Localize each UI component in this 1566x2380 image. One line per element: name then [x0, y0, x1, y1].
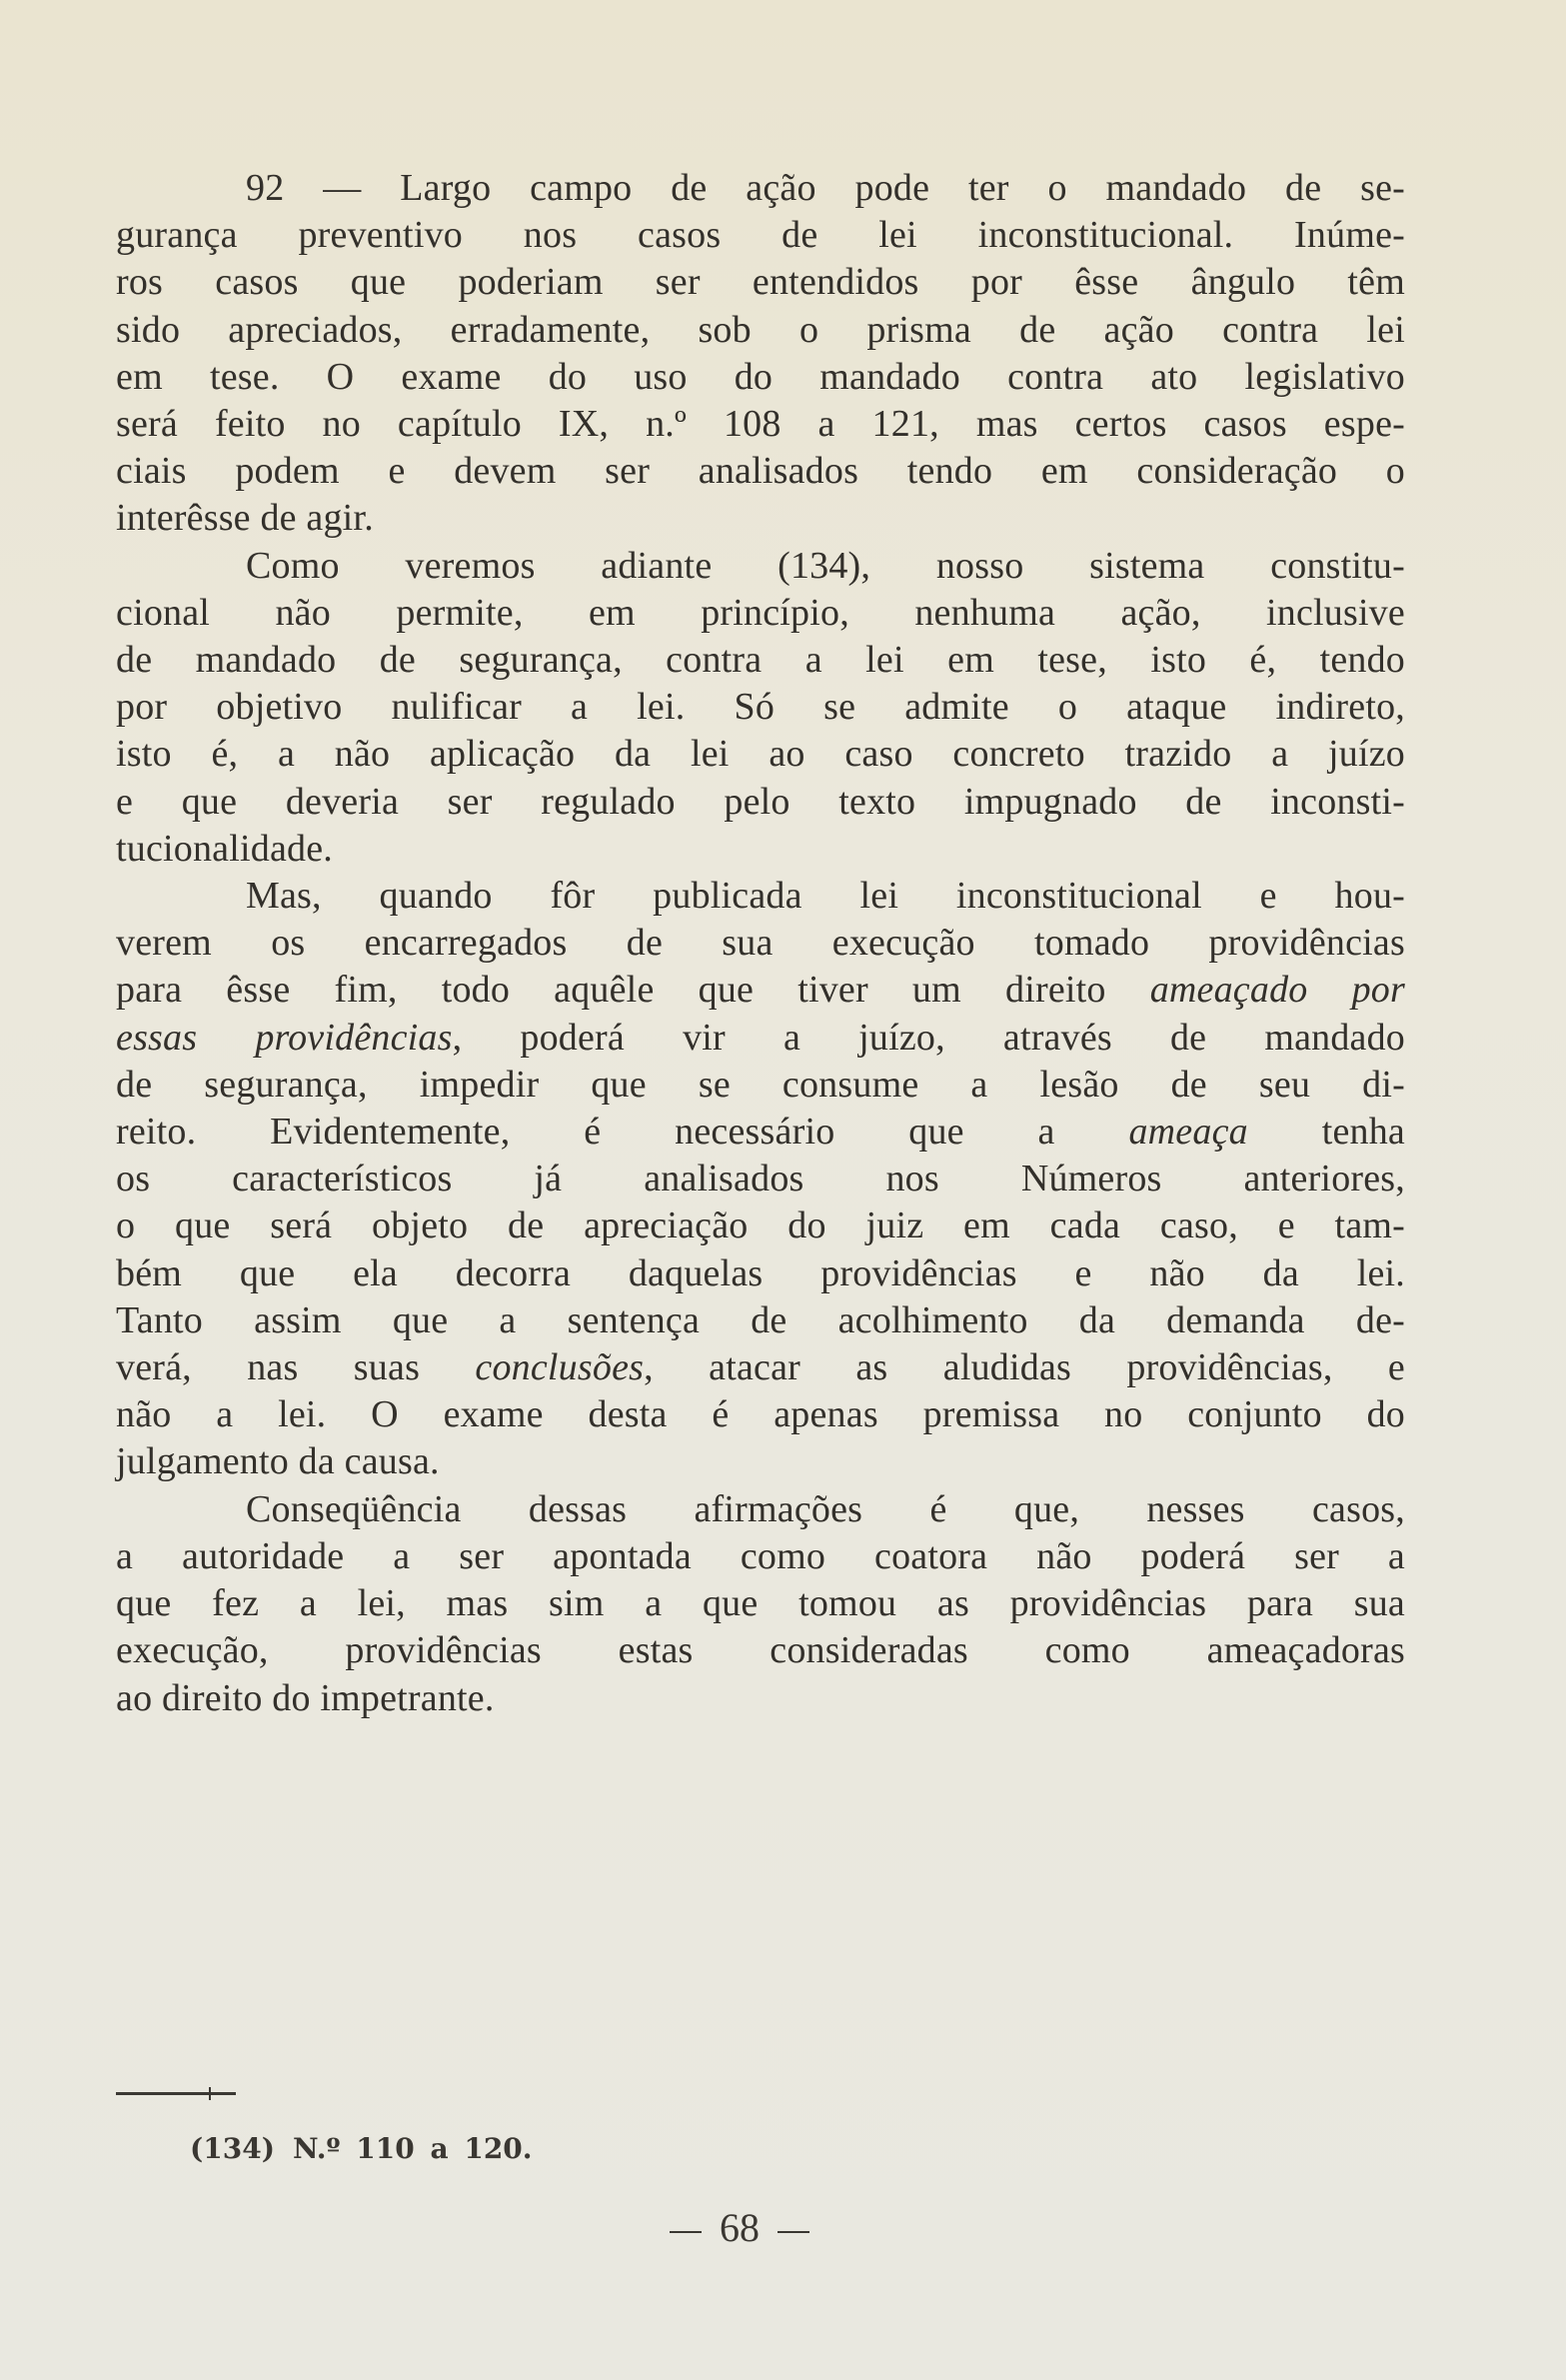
text-line: [116, 1391, 1405, 1438]
text-line: execução, providências estas consideradas como ameaçadoras: [116, 1629, 1405, 1672]
text-line: Como veremos adiante (134), nosso sistema constitu-: [246, 544, 1405, 587]
paragraph-4: [116, 1486, 1405, 1722]
text-run: para êsse fim, todo aquêle que tiver um direito: [116, 969, 1150, 1012]
text-run: verá, nas suas: [116, 1346, 476, 1389]
dash-right: [778, 2231, 809, 2233]
text-run: reito. Evidentemente, é necessário que a: [116, 1111, 1129, 1154]
italic-text: ameaçado por: [1149, 969, 1405, 1012]
text-line: [116, 1062, 1405, 1109]
text-line: cional não permite, em princípio, nenhuma ação, inclusive: [116, 591, 1405, 634]
text-line: 92 — Largo campo de ação pode ter o mandado de se-: [246, 167, 1405, 209]
text-run: bém que ela decorra daquelas providências e não da lei.: [116, 1251, 1405, 1294]
text-line: e que deveria ser regulado pelo texto impugnado de inconsti-: [116, 780, 1405, 823]
text-line: isto é, a não aplicação da lei ao caso concreto trazido a juízo: [116, 733, 1405, 776]
page-number: [470, 2204, 827, 2251]
text-line: ao direito do impetrante.: [116, 1676, 495, 1719]
text-line: Conseqüência dessas afirmações é que, nesses casos,: [246, 1487, 1405, 1530]
paragraph-2: [116, 543, 1405, 873]
text-line: [116, 967, 1405, 1014]
text-line: interêsse de agir.: [116, 497, 374, 540]
footnote-separator: [116, 2092, 236, 2095]
text-run: julgamento da causa.: [116, 1440, 440, 1483]
text-line: a autoridade a ser apontada como coatora não poderá ser a: [116, 1534, 1405, 1577]
text-line: ros casos que poderiam ser entendidos por êsse ângulo têm: [116, 261, 1405, 304]
text-line: [116, 920, 1405, 967]
text-line: ciais podem e devem ser analisados tendo em consideração o: [116, 450, 1405, 493]
text-line: [116, 873, 1405, 920]
text-run: os característicos já analisados nos Números anteriores,: [116, 1158, 1405, 1200]
italic-text: essas providências: [116, 1016, 453, 1059]
text-line: por objetivo nulificar a lei. Só se admite o ataque indireto,: [116, 686, 1405, 729]
paragraph-92: [116, 165, 1405, 543]
text-line: em tese. O exame do uso do mandado contra ato legislativo: [116, 355, 1405, 398]
text-line: [116, 1344, 1405, 1391]
text-line: de mandado de segurança, contra a lei em tese, isto é, tendo: [116, 639, 1405, 682]
text-line: [116, 1156, 1405, 1202]
text-line: que fez a lei, mas sim a que tomou as providências para sua: [116, 1582, 1405, 1625]
text-run: Tanto assim que a sentença de acolhimento da demanda de-: [116, 1298, 1405, 1341]
text-line: [116, 1015, 1405, 1062]
text-line: [116, 1438, 1405, 1485]
italic-text: ameaça: [1128, 1111, 1248, 1154]
text-run: de segurança, impedir que se consume a lesão de seu di-: [116, 1063, 1405, 1106]
italic-text: conclusões: [475, 1346, 645, 1389]
text-run: verem os encarregados de sua execução tomado providências: [116, 922, 1405, 965]
text-line: será feito no capítulo IX, n.º 108 a 121, mas certos casos espe-: [116, 403, 1405, 446]
text-line: [116, 1202, 1405, 1249]
text-line: sido apreciados, erradamente, sob o prisma de ação contra lei: [116, 308, 1405, 351]
text-line: [116, 1297, 1405, 1344]
text-run: , atacar as aludidas providências, e: [644, 1346, 1405, 1389]
paragraph-3: [116, 873, 1405, 1486]
text-line: [116, 1250, 1405, 1297]
text-run: não a lei. O exame desta é apenas premissa no conjunto do: [116, 1393, 1405, 1436]
footnote: [190, 2132, 533, 2165]
footnote-text: N.º 110 a 120.: [292, 2132, 533, 2165]
text-run: , poderá vir a juízo, através de mandado: [452, 1016, 1406, 1059]
footnote-marker: (134): [190, 2132, 275, 2165]
text-run: Mas, quando fôr publicada lei inconstitucional e hou-: [246, 875, 1405, 918]
text-line: [116, 1109, 1405, 1156]
page-number-value: 68: [720, 2205, 760, 2250]
text-run: tenha: [1247, 1111, 1405, 1154]
body-text: [116, 165, 1405, 1722]
text-line: tucionalidade.: [116, 827, 333, 870]
text-line: gurança preventivo nos casos de lei inconstitucional. Inúme-: [116, 214, 1405, 257]
dash-left: [670, 2231, 702, 2233]
text-run: o que será objeto de apreciação do juiz em cada caso, e tam-: [116, 1204, 1405, 1247]
